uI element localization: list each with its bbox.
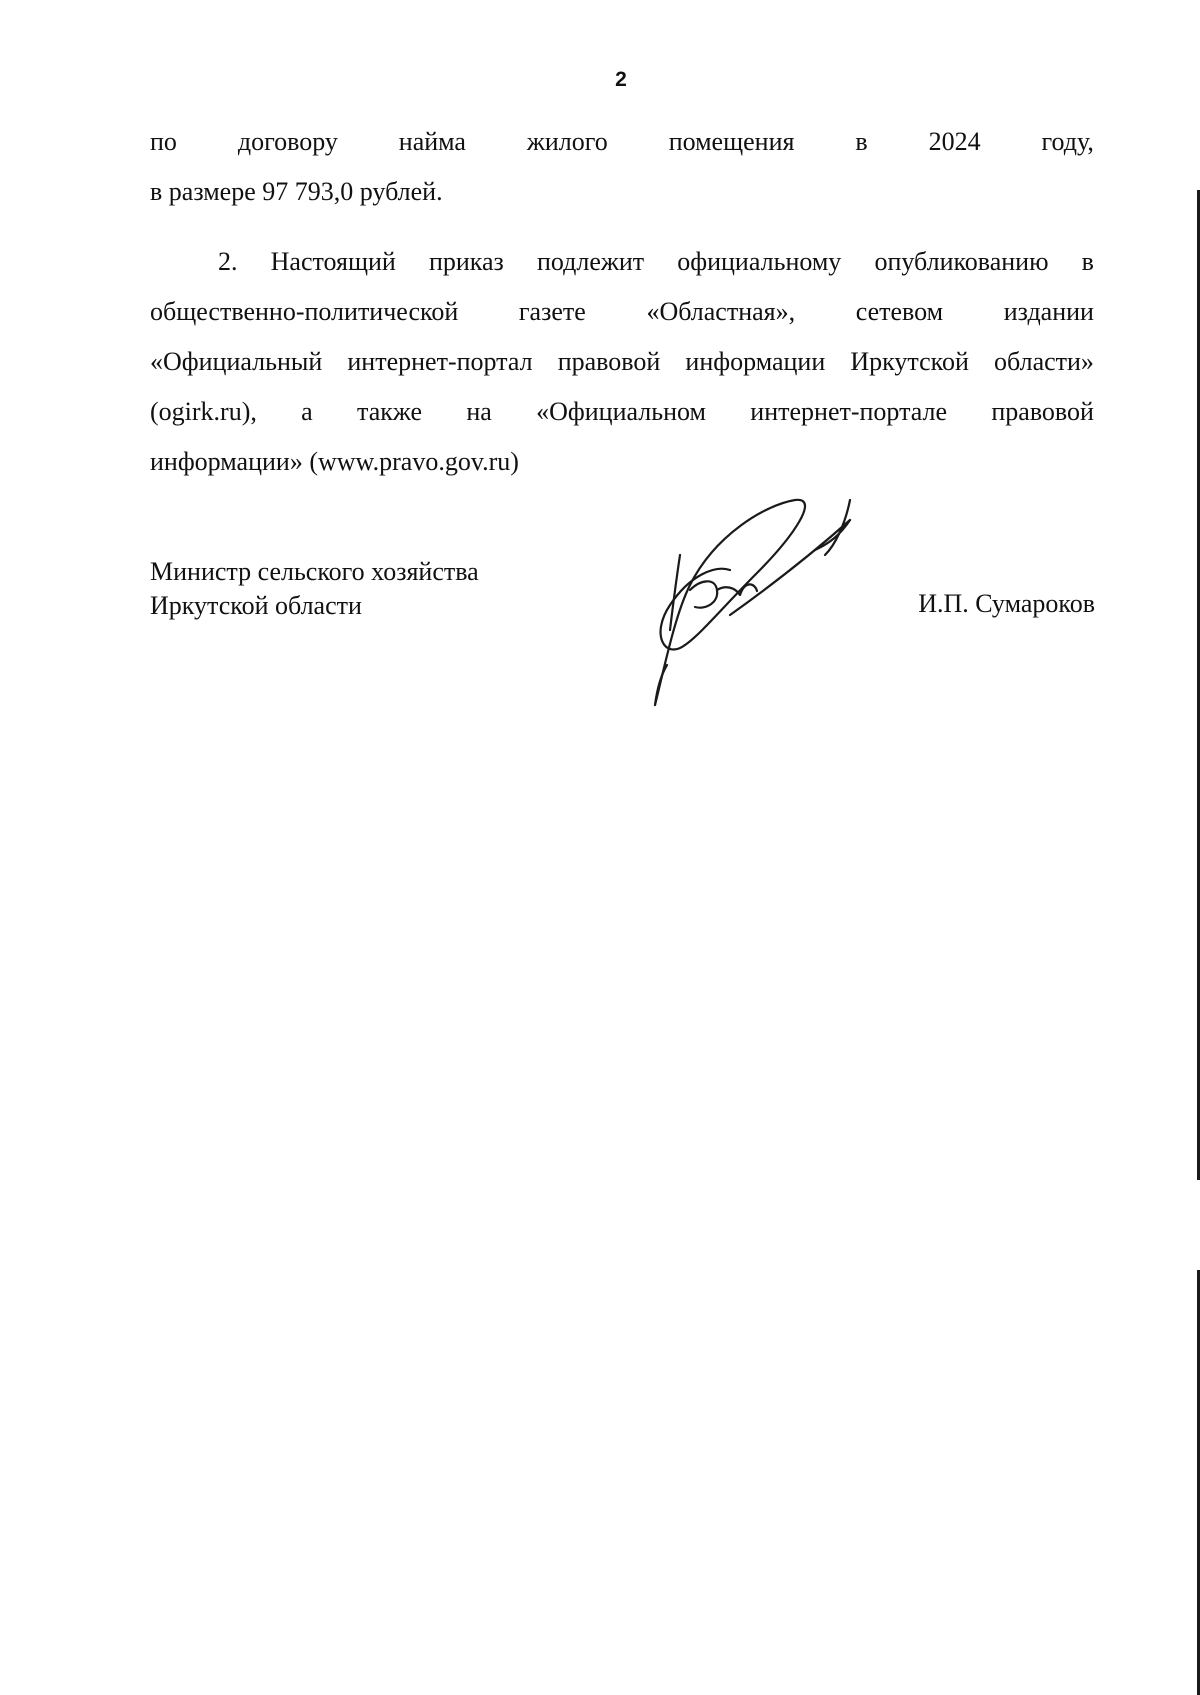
word: приказ	[428, 247, 504, 276]
word: подлежит	[536, 247, 645, 276]
word: помещения	[668, 127, 795, 156]
word: (ogirk.ru),	[150, 397, 257, 426]
paragraph-1-line-2: в размере 97 793,0 рублей.	[150, 177, 443, 206]
word: в	[1081, 247, 1094, 276]
paragraph-1	[150, 117, 1094, 217]
paragraph-2-line-3	[150, 337, 1094, 387]
word: интернет-портал	[347, 347, 533, 376]
paragraph-2	[150, 237, 1094, 487]
word: Иркутской	[850, 347, 969, 376]
word: 2.	[218, 247, 238, 276]
word: «Официальном	[536, 397, 706, 426]
handwritten-signature	[645, 495, 870, 715]
word: в	[855, 127, 868, 156]
word: сетевом	[855, 297, 944, 326]
word: официальному	[677, 247, 842, 276]
paragraph-1-line-1	[150, 117, 1094, 167]
paragraph-2-line-4	[150, 387, 1094, 437]
word: 2024	[928, 127, 981, 156]
word: жилого	[526, 127, 608, 156]
word: договору	[237, 127, 338, 156]
word: правовой	[557, 347, 661, 376]
paragraph-2-line-2	[150, 287, 1094, 337]
paragraph-2-line-1	[150, 237, 1094, 287]
word: газете	[518, 297, 586, 326]
signer-title	[150, 555, 479, 623]
word: «Областная»,	[646, 297, 796, 326]
signer-title-line-2: Иркутской области	[150, 591, 362, 620]
word: издании	[1003, 297, 1094, 326]
word: также	[357, 397, 423, 426]
paragraph-2-line-5: информации» (www.pravo.gov.ru)	[150, 447, 519, 476]
word: «Официальный	[150, 347, 323, 376]
word: правовой	[991, 397, 1094, 426]
word: области»	[994, 347, 1094, 376]
page-number: 2	[615, 68, 627, 91]
word: опубликованию	[874, 247, 1049, 276]
word: информации	[685, 347, 826, 376]
word: найма	[398, 127, 466, 156]
word: интернет-портале	[750, 397, 948, 426]
word: по	[150, 127, 177, 156]
word: а	[301, 397, 313, 426]
word: общественно-политической	[150, 297, 459, 326]
signer-name: И.П. Сумароков	[918, 589, 1095, 618]
signer-title-line-1: Министр сельского хозяйства	[150, 557, 479, 586]
word: Настоящий	[270, 247, 396, 276]
word: на	[466, 397, 492, 426]
word: году,	[1041, 127, 1094, 156]
